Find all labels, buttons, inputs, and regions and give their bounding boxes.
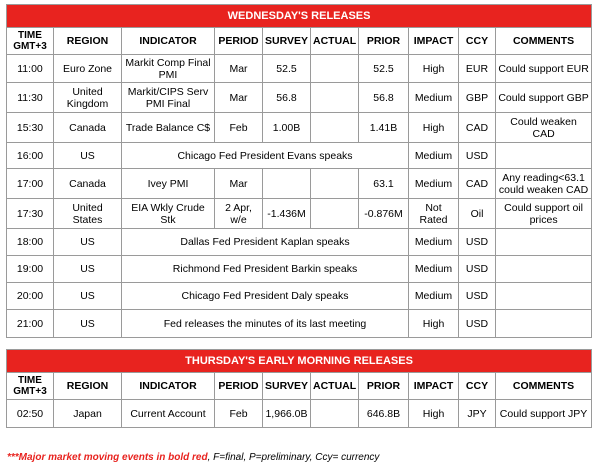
cell-impact: High <box>409 55 459 83</box>
cell-time: 15:30 <box>7 113 54 143</box>
cell-event: Dallas Fed President Kaplan speaks <box>122 229 409 256</box>
cell-region: US <box>54 283 122 310</box>
cell-comments: Could support oil prices <box>496 199 592 229</box>
cell-impact: High <box>409 113 459 143</box>
header-impact: IMPACT <box>409 373 459 400</box>
cell-time: 18:00 <box>7 229 54 256</box>
cell-event: Chicago Fed President Evans speaks <box>122 143 409 169</box>
table-row <box>7 83 592 113</box>
cell-region: United States <box>54 199 122 229</box>
cell-period: Mar <box>215 55 263 83</box>
cell-impact: Medium <box>409 256 459 283</box>
header-region: REGION <box>54 373 122 400</box>
cell-indicator: Markit Comp Final PMI <box>122 55 215 83</box>
header-comments: COMMENTS <box>496 373 592 400</box>
cell-impact: High <box>409 400 459 428</box>
header-indicator: INDICATOR <box>122 28 215 55</box>
cell-region: Canada <box>54 113 122 143</box>
header-region: REGION <box>54 28 122 55</box>
header-period: PERIOD <box>215 373 263 400</box>
cell-period: Feb <box>215 113 263 143</box>
table-row <box>7 199 592 229</box>
header-ccy: CCY <box>459 28 496 55</box>
table-row <box>7 283 592 310</box>
cell-ccy: USD <box>459 143 496 169</box>
cell-impact: Medium <box>409 283 459 310</box>
cell-impact: Medium <box>409 143 459 169</box>
cell-ccy: USD <box>459 229 496 256</box>
cell-period: Feb <box>215 400 263 428</box>
cell-period: Mar <box>215 83 263 113</box>
table-row <box>7 256 592 283</box>
header-actual: ACTUAL <box>311 373 359 400</box>
cell-ccy: JPY <box>459 400 496 428</box>
cell-ccy: GBP <box>459 83 496 113</box>
cell-survey: 56.8 <box>263 83 311 113</box>
cell-time: 20:00 <box>7 283 54 310</box>
wednesday-releases-table <box>6 4 592 338</box>
header-time: TIME GMT+3 <box>7 373 54 400</box>
cell-time: 17:00 <box>7 169 54 199</box>
cell-ccy: CAD <box>459 169 496 199</box>
cell-indicator: Markit/CIPS Serv PMI Final <box>122 83 215 113</box>
cell-impact: High <box>409 310 459 338</box>
cell-event: Fed releases the minutes of its last meeting <box>122 310 409 338</box>
cell-survey: -1.436M <box>263 199 311 229</box>
thursday-header-row <box>7 373 592 400</box>
cell-impact: Medium <box>409 169 459 199</box>
cell-time: 02:50 <box>7 400 54 428</box>
cell-indicator: Ivey PMI <box>122 169 215 199</box>
cell-region: US <box>54 310 122 338</box>
cell-survey: 1.00B <box>263 113 311 143</box>
cell-prior: 52.5 <box>359 55 409 83</box>
header-comments: COMMENTS <box>496 28 592 55</box>
cell-survey: 1,966.0B <box>263 400 311 428</box>
cell-ccy: USD <box>459 310 496 338</box>
cell-time: 21:00 <box>7 310 54 338</box>
cell-indicator: Trade Balance C$ <box>122 113 215 143</box>
cell-comments <box>496 256 592 283</box>
cell-actual <box>311 113 359 143</box>
cell-prior: 1.41B <box>359 113 409 143</box>
cell-indicator: EIA Wkly Crude Stk <box>122 199 215 229</box>
cell-comments: Could support EUR <box>496 55 592 83</box>
header-actual: ACTUAL <box>311 28 359 55</box>
cell-region: Euro Zone <box>54 55 122 83</box>
cell-region: US <box>54 143 122 169</box>
cell-time: 17:30 <box>7 199 54 229</box>
footnote-legend: , F=final, P=preliminary, Ccy= currency <box>207 452 380 463</box>
table-row <box>7 169 592 199</box>
cell-region: US <box>54 229 122 256</box>
wednesday-header-row <box>7 28 592 55</box>
footnote-highlight: ***Major market moving events in bold red <box>7 452 208 463</box>
cell-comments: Any reading<63.1 could weaken CAD <box>496 169 592 199</box>
header-period: PERIOD <box>215 28 263 55</box>
cell-impact: Not Rated <box>409 199 459 229</box>
cell-actual <box>311 169 359 199</box>
table-row <box>7 400 592 428</box>
cell-impact: Medium <box>409 229 459 256</box>
cell-actual <box>311 400 359 428</box>
header-survey: SURVEY <box>263 373 311 400</box>
cell-comments: Could weaken CAD <box>496 113 592 143</box>
cell-region: Japan <box>54 400 122 428</box>
header-indicator: INDICATOR <box>122 373 215 400</box>
header-prior: PRIOR <box>359 28 409 55</box>
cell-period: Mar <box>215 169 263 199</box>
cell-ccy: Oil <box>459 199 496 229</box>
wednesday-title: WEDNESDAY'S RELEASES <box>7 5 592 28</box>
cell-period: 2 Apr, w/e <box>215 199 263 229</box>
cell-ccy: EUR <box>459 55 496 83</box>
cell-comments <box>496 143 592 169</box>
cell-prior: -0.876M <box>359 199 409 229</box>
cell-comments: Could support GBP <box>496 83 592 113</box>
cell-actual <box>311 83 359 113</box>
cell-region: Canada <box>54 169 122 199</box>
header-time: TIME GMT+3 <box>7 28 54 55</box>
header-prior: PRIOR <box>359 373 409 400</box>
cell-indicator: Current Account <box>122 400 215 428</box>
cell-prior: 63.1 <box>359 169 409 199</box>
header-survey: SURVEY <box>263 28 311 55</box>
header-impact: IMPACT <box>409 28 459 55</box>
thursday-title: THURSDAY'S EARLY MORNING RELEASES <box>7 350 592 373</box>
cell-comments: Could support JPY <box>496 400 592 428</box>
cell-prior: 56.8 <box>359 83 409 113</box>
cell-region: US <box>54 256 122 283</box>
table-row <box>7 310 592 338</box>
cell-comments <box>496 310 592 338</box>
footnote <box>7 452 379 463</box>
cell-ccy: USD <box>459 283 496 310</box>
cell-comments <box>496 283 592 310</box>
cell-impact: Medium <box>409 83 459 113</box>
cell-time: 11:00 <box>7 55 54 83</box>
cell-time: 11:30 <box>7 83 54 113</box>
cell-time: 16:00 <box>7 143 54 169</box>
cell-actual <box>311 199 359 229</box>
cell-time: 19:00 <box>7 256 54 283</box>
cell-survey: 52.5 <box>263 55 311 83</box>
cell-comments <box>496 229 592 256</box>
cell-survey <box>263 169 311 199</box>
cell-event: Richmond Fed President Barkin speaks <box>122 256 409 283</box>
header-ccy: CCY <box>459 373 496 400</box>
cell-event: Chicago Fed President Daly speaks <box>122 283 409 310</box>
table-row <box>7 229 592 256</box>
cell-ccy: USD <box>459 256 496 283</box>
table-row <box>7 143 592 169</box>
table-row <box>7 113 592 143</box>
thursday-releases-table <box>6 349 592 428</box>
cell-actual <box>311 55 359 83</box>
table-row <box>7 55 592 83</box>
cell-region: United Kingdom <box>54 83 122 113</box>
cell-ccy: CAD <box>459 113 496 143</box>
cell-prior: 646.8B <box>359 400 409 428</box>
